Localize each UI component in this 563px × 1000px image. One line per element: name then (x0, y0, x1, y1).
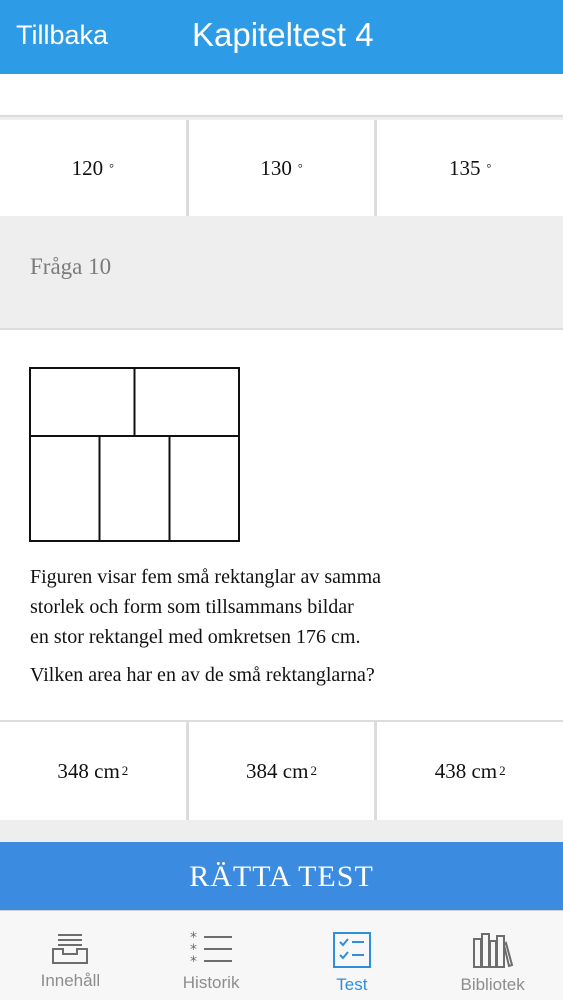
answer-option[interactable]: 384 cm 2 (189, 722, 375, 820)
page-title: Kapiteltest 4 (192, 16, 374, 53)
question-10-answers (0, 722, 563, 820)
list-icon (188, 931, 234, 967)
question-text: Figuren visar fem små rektanglar av samma storlek och form som tillsammans bildar en stor rektangel med omkretsen 176 cm. Vilken area har en av de små rektanglarna? (30, 562, 540, 690)
question-label: Fråga 10 (30, 254, 112, 279)
svg-text:*: * (190, 954, 198, 967)
previous-question-tail (0, 74, 563, 117)
svg-text:*: * (190, 942, 198, 958)
tab-bibliotek[interactable]: Bibliotek (422, 911, 563, 1000)
svg-text:*: * (190, 931, 198, 946)
answer-option[interactable]: 130 ° (189, 120, 375, 216)
question-header (0, 216, 563, 328)
answer-option[interactable]: 348 cm 2 (0, 722, 186, 820)
back-button[interactable]: Tillbaka (16, 20, 109, 50)
answer-option[interactable]: 135 ° (377, 120, 563, 216)
test-scroll-area[interactable] (0, 74, 563, 910)
submit-test-button[interactable]: RÄTTA TEST (0, 842, 563, 910)
books-icon (471, 931, 515, 969)
question-9-answers (0, 120, 563, 216)
tab-historik[interactable]: * * * Historik (182, 931, 240, 992)
checklist-icon (332, 931, 372, 969)
tab-bar (0, 910, 563, 1000)
tab-test[interactable]: Test (282, 911, 423, 1000)
answer-option[interactable]: 120 ° (0, 120, 186, 216)
answer-option[interactable]: 438 cm 2 (377, 722, 563, 820)
rectangles-figure (29, 367, 241, 543)
question-prompt: Vilken area har en av de små rektanglarna? (30, 664, 375, 686)
question-card (0, 328, 563, 722)
inbox-tray-icon (50, 931, 90, 965)
nav-bar (0, 0, 563, 74)
tab-innehall[interactable]: Innehåll (0, 911, 141, 1000)
